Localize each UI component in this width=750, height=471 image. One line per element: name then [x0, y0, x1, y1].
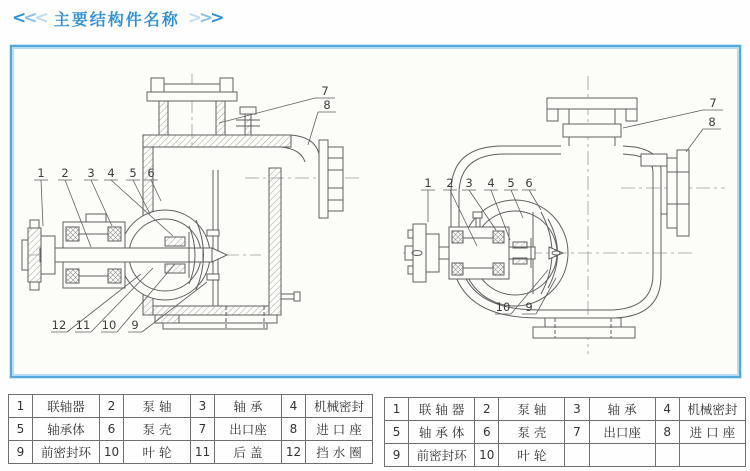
callout-label: 6 — [147, 166, 155, 180]
part-number: 2 — [475, 398, 499, 421]
part-number: 10 — [475, 444, 499, 467]
parts-table-left — [8, 394, 373, 464]
inlet-seat — [319, 140, 343, 218]
part-number: 7 — [565, 421, 589, 444]
part-name: 轴 承 体 — [409, 421, 475, 444]
part-number: 6 — [475, 421, 499, 444]
callout-label: 1 — [37, 166, 45, 180]
part-name: 叶 轮 — [124, 441, 191, 464]
part-number: 4 — [282, 395, 306, 418]
side-bolt — [281, 292, 300, 301]
part-number: 1 — [9, 395, 33, 418]
callout-label: 5 — [507, 176, 515, 190]
page-header — [12, 7, 222, 30]
callout-label: 10 — [101, 318, 117, 332]
table-row — [385, 421, 746, 444]
bearing-housing — [449, 212, 509, 279]
callout-label: 8 — [708, 115, 716, 129]
callout-label: 5 — [129, 166, 137, 180]
part-name: 前密封环 — [409, 444, 475, 467]
callout-label: 9 — [525, 300, 533, 314]
right-chevrons-icon: >>> — [187, 8, 222, 28]
part-name — [679, 444, 745, 467]
left-chevrons-icon: <<< — [12, 8, 46, 28]
callout-label: 9 — [131, 318, 139, 332]
coupling — [405, 224, 439, 282]
part-number — [565, 444, 589, 467]
table-row — [385, 444, 746, 467]
pump-cross-section-right — [393, 62, 738, 362]
part-name: 轴 承 — [589, 398, 655, 421]
table-row — [9, 441, 373, 464]
part-name: 泵 轴 — [499, 398, 565, 421]
part-number: 1 — [385, 398, 409, 421]
part-number: 8 — [282, 418, 306, 441]
part-number: 10 — [100, 441, 124, 464]
part-number: 5 — [385, 421, 409, 444]
callout-label: 4 — [487, 176, 495, 190]
callout-label: 11 — [75, 318, 91, 332]
part-name: 轴 承 — [215, 395, 282, 418]
diagram-panel — [10, 45, 741, 378]
part-name: 泵 壳 — [124, 418, 191, 441]
coupling — [22, 220, 55, 290]
inlet-seat — [641, 150, 689, 236]
callout-label: 3 — [87, 166, 95, 180]
part-name — [589, 444, 655, 467]
pump-shaft — [40, 248, 227, 262]
part-number: 4 — [655, 398, 679, 421]
part-number: 8 — [655, 421, 679, 444]
part-name: 泵 轴 — [124, 395, 191, 418]
callout-label: 10 — [495, 300, 511, 314]
outlet-seat — [547, 98, 637, 146]
part-name: 挡 水 圈 — [306, 441, 373, 464]
callout-label: 6 — [525, 176, 533, 190]
part-number: 6 — [100, 418, 124, 441]
part-number: 5 — [9, 418, 33, 441]
part-name: 进 口 座 — [679, 421, 745, 444]
part-name: 出口座 — [215, 418, 282, 441]
callout-label: 2 — [61, 166, 69, 180]
part-name: 联 轴 器 — [409, 398, 475, 421]
part-number: 9 — [9, 441, 33, 464]
callout-label: 4 — [107, 166, 115, 180]
part-name: 叶 轮 — [499, 444, 565, 467]
part-number: 9 — [385, 444, 409, 467]
table-row — [9, 395, 373, 418]
pump-base — [533, 318, 635, 338]
table-row — [385, 398, 746, 421]
part-name: 前密封环 — [33, 441, 100, 464]
callout-label: 3 — [465, 176, 473, 190]
part-name: 联轴器 — [33, 395, 100, 418]
callout-label: 1 — [424, 176, 432, 190]
casing-bolt — [236, 107, 260, 135]
part-number: 3 — [565, 398, 589, 421]
part-name: 泵 壳 — [499, 421, 565, 444]
callout-label: 7 — [709, 96, 717, 110]
part-number: 11 — [191, 441, 215, 464]
part-name: 轴承体 — [33, 418, 100, 441]
pump-cross-section-left — [13, 50, 375, 352]
callout-label: 12 — [51, 318, 67, 332]
part-name: 进 口 座 — [306, 418, 373, 441]
table-row — [9, 418, 373, 441]
part-number — [655, 444, 679, 467]
page-title: 主要结构件名称 — [53, 10, 180, 29]
part-name: 出口座 — [589, 421, 655, 444]
part-name: 机械密封 — [306, 395, 373, 418]
callout-label: 2 — [446, 176, 454, 190]
callout-label: 8 — [323, 98, 331, 112]
part-number: 3 — [191, 395, 215, 418]
callout-label: 7 — [321, 84, 329, 98]
part-name: 后 盖 — [215, 441, 282, 464]
part-name: 机械密封 — [679, 398, 745, 421]
parts-table-right — [384, 397, 746, 467]
part-number: 2 — [100, 395, 124, 418]
part-number: 7 — [191, 418, 215, 441]
part-number: 12 — [282, 441, 306, 464]
